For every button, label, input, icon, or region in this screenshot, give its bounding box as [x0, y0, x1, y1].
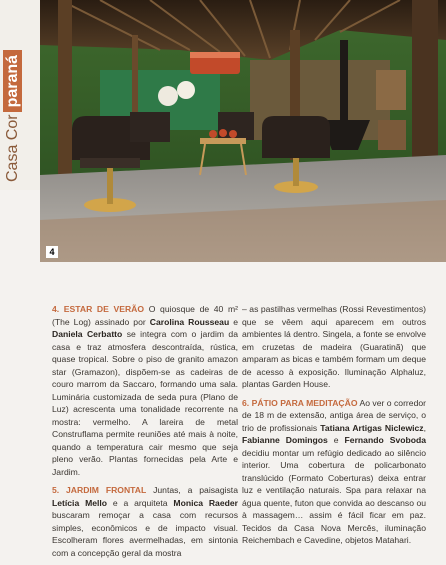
- section-jardim-frontal: [52, 484, 238, 559]
- section-text: e: [327, 435, 345, 445]
- section-text: se integra com o jardim da casa e traz atmosfera descontraída, rústica, quase tropical. Sobre o piso de granito amazon star (Gramazon), dispõem-se as cadeiras de couro marrom da Saccaro, formando uma sala. Luminária customizada de seda pura (Plano de Luz) acrescenta uma tonalidade recorrente na mostra: vermelho. A lareira de metal Construflama permite reuniões até mais à noite, quando a temperatura cair mesmo que seja pleno verão. Plantas fornecidas pela Arte e Jardim.: [52, 329, 238, 477]
- section-text: O quiosque de 40 m² (The Log) assinado por: [52, 304, 238, 327]
- designer-name: Letícia Mello: [52, 497, 108, 508]
- section-text: Ao ver o corredor de 18 m de extensão, antiga área de serviço, o trio de profissionais: [242, 397, 426, 433]
- text-column-left: [52, 303, 238, 565]
- state-label: paraná: [3, 50, 22, 112]
- section-text: e a arquiteta: [107, 497, 174, 508]
- brand-label: Casa Cor: [4, 114, 21, 182]
- designer-name: Fabianne Domingos: [242, 435, 328, 445]
- section-text: Juntas, a paisagista: [146, 485, 238, 495]
- section-patio-meditacao: [242, 397, 426, 547]
- designer-name: Monica Raeder: [173, 497, 238, 508]
- text-column-right: [242, 303, 426, 553]
- photo-number: 4: [46, 246, 58, 258]
- section-heading: 4. ESTAR DE VERÃO: [52, 304, 145, 314]
- section-text: buscaram remoçar a casa com recursos simples, econômicos e de impacto visual. Escolheram flores avermelhadas, em sintonia com a concepção geral da mostra: [52, 510, 238, 558]
- designer-name: Daniela Cerbatto: [52, 329, 123, 339]
- section-label: [4, 50, 22, 182]
- section-text: ,: [423, 422, 426, 433]
- section-estar-de-verao: [52, 303, 238, 478]
- section-text: e: [229, 316, 238, 327]
- designer-name: Fernando Svoboda: [344, 435, 426, 445]
- gazebo-photo: [40, 0, 446, 262]
- photo-illustration: [40, 0, 446, 262]
- section-heading: 5. JARDIM FRONTAL: [52, 485, 147, 495]
- sidebar: [0, 0, 40, 190]
- section-jardim-frontal-continued: – as pastilhas vermelhas (Rossi Revestimentos) que se vêem aqui aparecem em outros ambientes lá dentro. Singela, a fonte se envolve em cruzetas de madeira (Guaratinã) que amparam as bicas e também formam um deque de acesso à exposição. Iluminação Alphaluz, plantas Garden House.: [242, 304, 426, 389]
- section-text: decidiu montar um refúgio dedicado ao silêncio interior. Uma cobertura de policarbonato translúcido (Formato Coberturas) deixa entrar luz e ventilação naturais. Spa para relaxar na água quente, futon que convida ao descanso ou à massagem… assim é fácil ficar em paz. Tecidos da Casa Nova Mercês, iluminação Reichembach e Cavedine, objetos Matahari.: [242, 447, 426, 545]
- designer-name: Carolina Rousseau: [149, 316, 230, 327]
- designer-name: Tatiana Artigas Niclewicz: [320, 422, 424, 433]
- section-heading: 6. PÁTIO PARA MEDITAÇÃO: [242, 397, 358, 408]
